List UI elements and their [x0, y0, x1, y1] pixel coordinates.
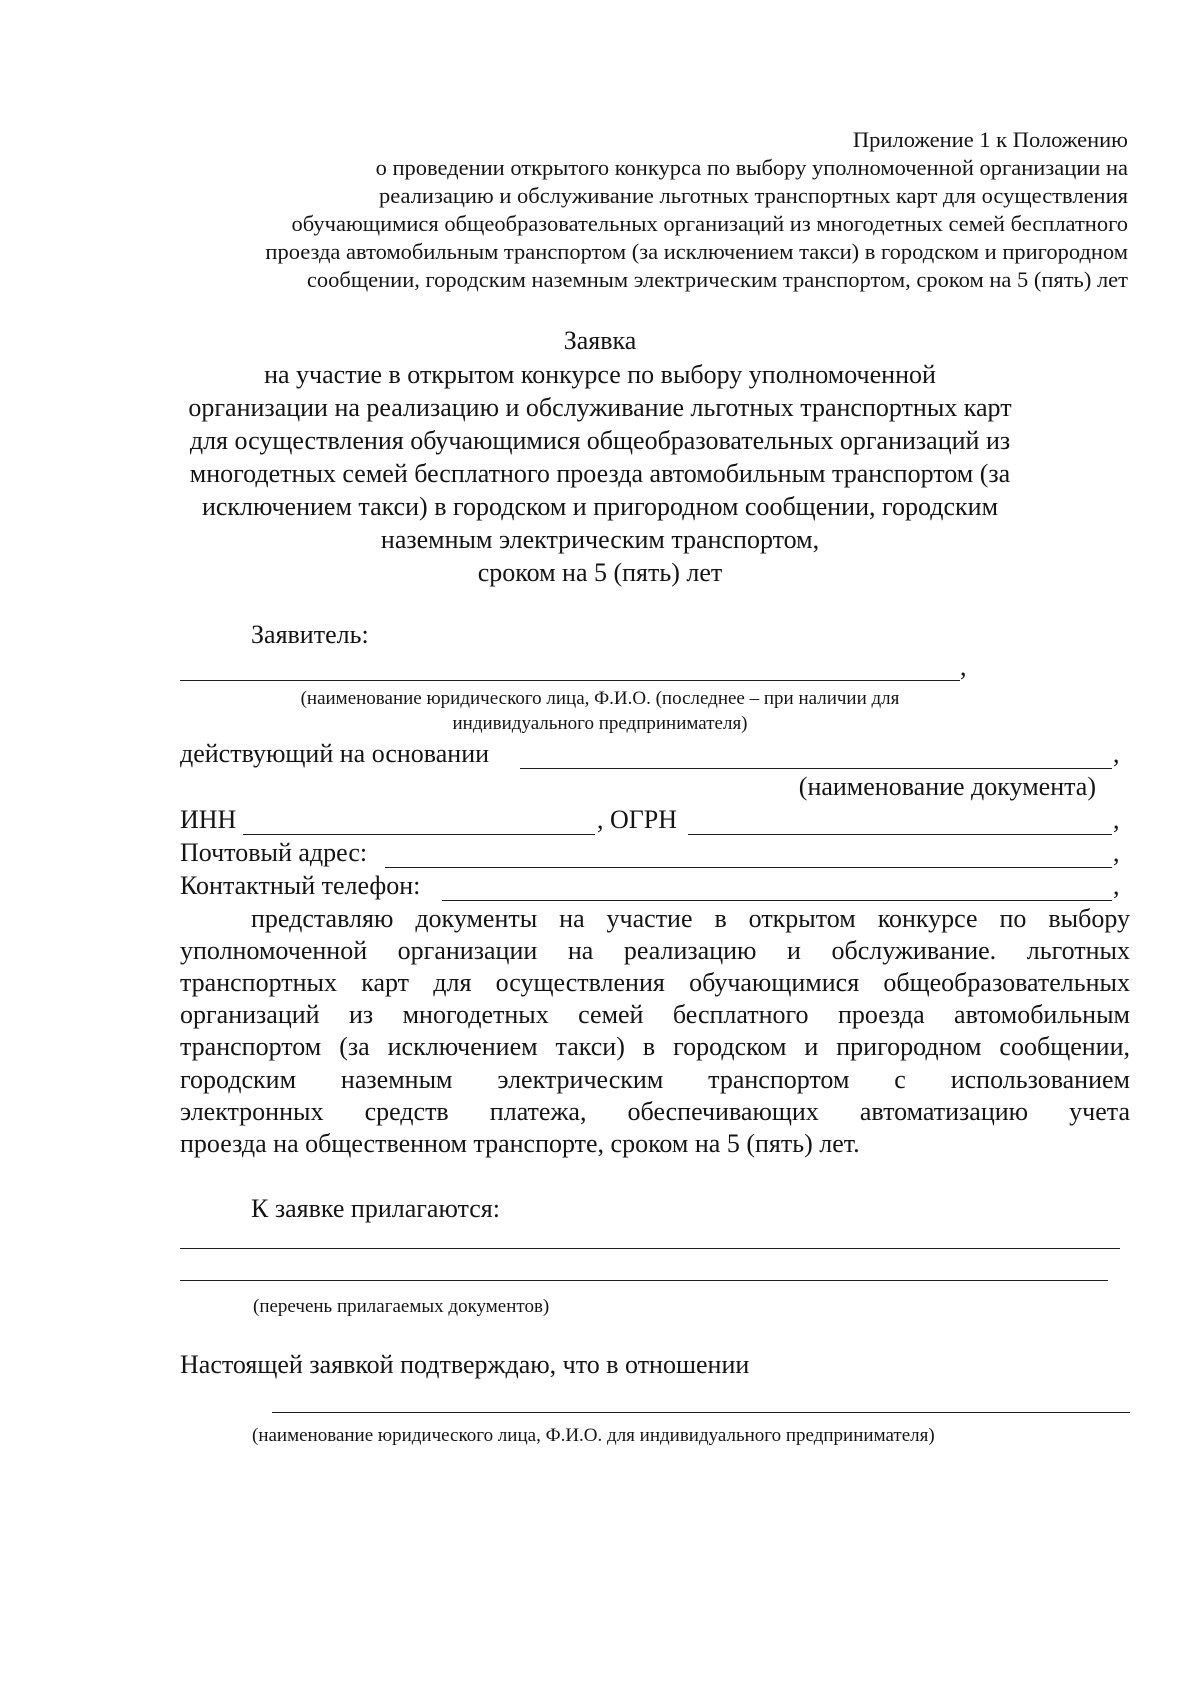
comma: , [1113, 805, 1120, 834]
comma: , [960, 652, 967, 681]
paragraph-line: транспортом (за исключением такси) в городском и пригородном сообщении, [180, 1032, 1130, 1061]
attachments-label: К заявке прилагаются: [251, 1194, 500, 1223]
applicant-name-field[interactable] [180, 680, 960, 681]
basis-caption: (наименование документа) [798, 772, 1096, 801]
attachments-field-line1[interactable] [180, 1248, 1120, 1249]
confirmation-entity-field[interactable] [272, 1412, 1130, 1413]
applicant-label: Заявитель: [251, 620, 369, 649]
confirmation-caption: (наименование юридического лица, Ф.И.О. для индивидуального предпринимателя) [252, 1425, 935, 1446]
paragraph-line: городским наземным электрическим транспортом с использованием [180, 1065, 1130, 1094]
paragraph-line: организаций из многодетных семей бесплатного проезда автомобильным [180, 1000, 1130, 1029]
header-line: Приложение 1 к Положению [852, 127, 1128, 152]
basis-label: действующий на основании [180, 739, 490, 768]
header-line: проезда автомобильным транспортом (за исключением такси) в городском и пригородном [265, 239, 1128, 264]
title-line: сроком на 5 (пять) лет [477, 558, 723, 587]
ogrn-label: , ОГРН [597, 805, 678, 834]
ogrn-field[interactable] [688, 834, 1112, 835]
comma: , [1113, 838, 1120, 867]
applicant-caption-line2: индивидуального предпринимателя) [452, 713, 748, 734]
header-line: реализацию и обслуживание льготных транспортных карт для осуществления [379, 183, 1128, 208]
paragraph-line: транспортных карт для осуществления обучающимися общеобразовательных [180, 968, 1130, 997]
comma: , [1113, 871, 1120, 900]
title-line: многодетных семей бесплатного проезда автомобильным транспортом (за [189, 459, 1011, 488]
inn-label: ИНН [180, 805, 237, 834]
applicant-caption-line1: (наименование юридического лица, Ф.И.О. (последнее – при наличии для [300, 688, 900, 709]
header-line: сообщении, городским наземным электрическим транспортом, сроком на 5 (пять) лет [306, 267, 1128, 292]
basis-document-field[interactable] [520, 768, 1112, 769]
title-line: наземным электрическим транспортом, [380, 525, 820, 554]
postal-address-field[interactable] [385, 867, 1112, 868]
comma: , [1113, 739, 1120, 768]
title-line: исключением такси) в городском и пригородном сообщении, городским [201, 492, 999, 521]
contact-phone-field[interactable] [442, 900, 1112, 901]
contact-phone-label: Контактный телефон: [180, 871, 421, 900]
title-line: организации на реализацию и обслуживание льготных транспортных карт [188, 393, 1012, 422]
header-line: о проведении открытого конкурса по выбору уполномоченной организации на [375, 155, 1128, 180]
attachments-field-line2[interactable] [180, 1280, 1108, 1281]
inn-field[interactable] [243, 834, 595, 835]
title-line: для осуществления обучающимися общеобразовательных организаций из [189, 426, 1011, 455]
postal-address-label: Почтовый адрес: [180, 838, 368, 867]
title-line: на участие в открытом конкурсе по выбору уполномоченной [264, 360, 936, 389]
confirmation-text: Настоящей заявкой подтверждаю, что в отношении [180, 1350, 750, 1379]
header-line: обучающимися общеобразовательных организаций из многодетных семей бесплатного [291, 211, 1128, 236]
document-heading: Заявка [563, 326, 637, 355]
paragraph-line: электронных средств платежа, обеспечивающих автоматизацию учета [180, 1097, 1130, 1126]
paragraph-line: представляю документы на участие в открытом конкурсе по выбору [251, 904, 1130, 933]
paragraph-line: уполномоченной организации на реализацию и обслуживание. льготных [180, 936, 1130, 965]
paragraph-line: проезда на общественном транспорте, сроком на 5 (пять) лет. [180, 1129, 860, 1158]
attachments-caption: (перечень прилагаемых документов) [253, 1296, 550, 1317]
